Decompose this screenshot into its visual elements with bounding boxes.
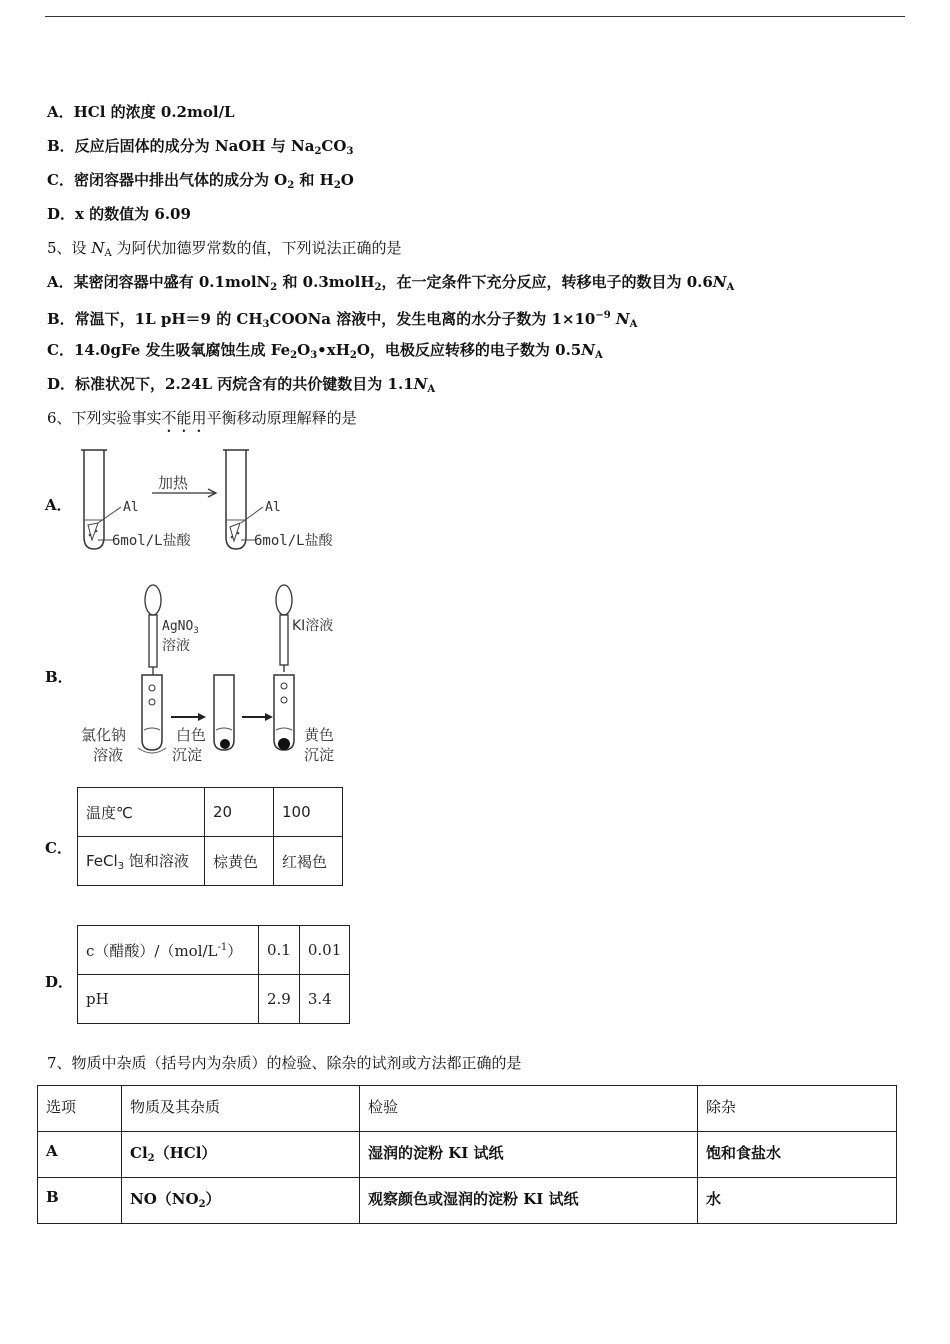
table-cell: 观察颜色或湿润的淀粉 KI 试纸 (360, 1178, 698, 1224)
fig-b-tube2-label2: 沉淀 (172, 746, 203, 764)
table-cell: 0.01 (299, 926, 349, 975)
top-rule (45, 16, 905, 17)
q7-table (37, 1085, 897, 1224)
table-header: 检验 (360, 1086, 698, 1132)
table-cell: 湿润的淀粉 KI 试纸 (360, 1132, 698, 1178)
table-header: 除杂 (698, 1086, 897, 1132)
table-cell: 温度℃ (78, 788, 205, 837)
q6-label-d: D． (45, 973, 74, 991)
table-row (78, 926, 350, 975)
table-cell: $NO(NO_2)$ (122, 1178, 360, 1224)
table-header: 选项 (38, 1086, 122, 1132)
fig-b-reagent1: AgNO$_3$ (162, 619, 199, 636)
table-cell: 饱和食盐水 (698, 1132, 897, 1178)
q4-option-c: C．密闭容器中排出气体的成分为 $O_2$ 和 $H_2O$ (47, 171, 354, 191)
table-cell: c（醋酸）$/(mol/L^{-1})$ (78, 926, 259, 975)
q6-label-a: A． (45, 496, 72, 514)
q4-option-d: D．x 的数值为 6.09 (47, 205, 191, 223)
table-cell: A (38, 1132, 122, 1178)
q5-option-d: D．标准状况下，2.24L 丙烷含有的共价键数目为 $1.1N_A$ (47, 375, 436, 395)
q7-stem: 7、物质中杂质（括号内为杂质）的检验、除杂的试剂或方法都正确的是 (47, 1054, 522, 1072)
fig-b-tube1-label1: 氯化钠 (81, 726, 127, 744)
table-row (78, 788, 343, 837)
table-c-fecl3 (77, 787, 343, 886)
table-d-acetic-acid (77, 925, 350, 1024)
figure-b-precipitate-conversion (76, 580, 356, 770)
table-cell: 3.4 (299, 975, 349, 1024)
table-row (38, 1132, 897, 1178)
table-cell: FeCl$_3$ 饱和溶液 (78, 837, 205, 886)
fig-b-tube2-label1: 白色 (176, 726, 207, 744)
table-row (38, 1086, 897, 1132)
table-cell: 0.1 (259, 926, 300, 975)
fig-b-tube3-label2: 沉淀 (304, 746, 335, 764)
figure-a-heating-al-hcl (76, 445, 356, 560)
fig-a-al-label-1: Al (123, 500, 139, 515)
table-cell: $Cl_2(HCl)$ (122, 1132, 360, 1178)
table-cell: 2.9 (259, 975, 300, 1024)
table-row (38, 1178, 897, 1224)
table-cell: 100 (274, 788, 343, 837)
table-cell: B (38, 1178, 122, 1224)
table-cell: 20 (205, 788, 274, 837)
q5-option-a: A．某密闭容器中盛有 0.1molN$_2$ 和 0.3molH$_2$，在一定条件下充分反应，转移电子的数目为 $0.6N_A$ (47, 273, 735, 293)
q6-label-c: C． (45, 839, 72, 857)
table-row (78, 975, 350, 1024)
table-header: 物质及其杂质 (122, 1086, 360, 1132)
fig-a-solution-label-2: 6mol/L盐酸 (254, 533, 333, 549)
q4-option-b: B．反应后固体的成分为 NaOH 与 $Na_2CO_3$ (47, 137, 354, 157)
q5-stem: 5、设 $N_A$ 为阿伏加德罗常数的值，下列说法正确的是 (47, 239, 402, 259)
table-cell: 红褐色 (274, 837, 343, 886)
q5-option-b: B．常温下，1L pH＝9 的 $CH_3COONa$ 溶液中，发生电离的水分子数为 $1\times 10^{-9}$ $N_A$ (47, 310, 638, 330)
table-row (78, 837, 343, 886)
table-cell: 水 (698, 1178, 897, 1224)
q4-option-a: A．HCl 的浓度 0.2mol/L (47, 103, 235, 121)
q5-option-c: C．14.0gFe 发生吸氧腐蚀生成 $Fe_2O_3•xH_2O$，电极反应转移的电子数为 $0.5N_A$ (47, 341, 603, 361)
q6-label-b: B． (45, 668, 73, 686)
fig-a-al-label-2: Al (265, 500, 281, 515)
fig-b-reagent2: KI溶液 (292, 618, 334, 634)
fig-a-arrow-label: 加热 (158, 474, 189, 492)
fig-a-solution-label-1: 6mol/L盐酸 (112, 533, 191, 549)
table-cell: 棕黄色 (205, 837, 274, 886)
q6-stem: 6、下列实验事实不能用平衡移动原理解释的是 (47, 409, 357, 427)
table-cell: pH (78, 975, 259, 1024)
fig-b-tube1-label2: 溶液 (93, 746, 124, 764)
fig-b-tube3-label1: 黄色 (304, 726, 335, 744)
fig-b-reagent1-line2: 溶液 (162, 638, 190, 654)
